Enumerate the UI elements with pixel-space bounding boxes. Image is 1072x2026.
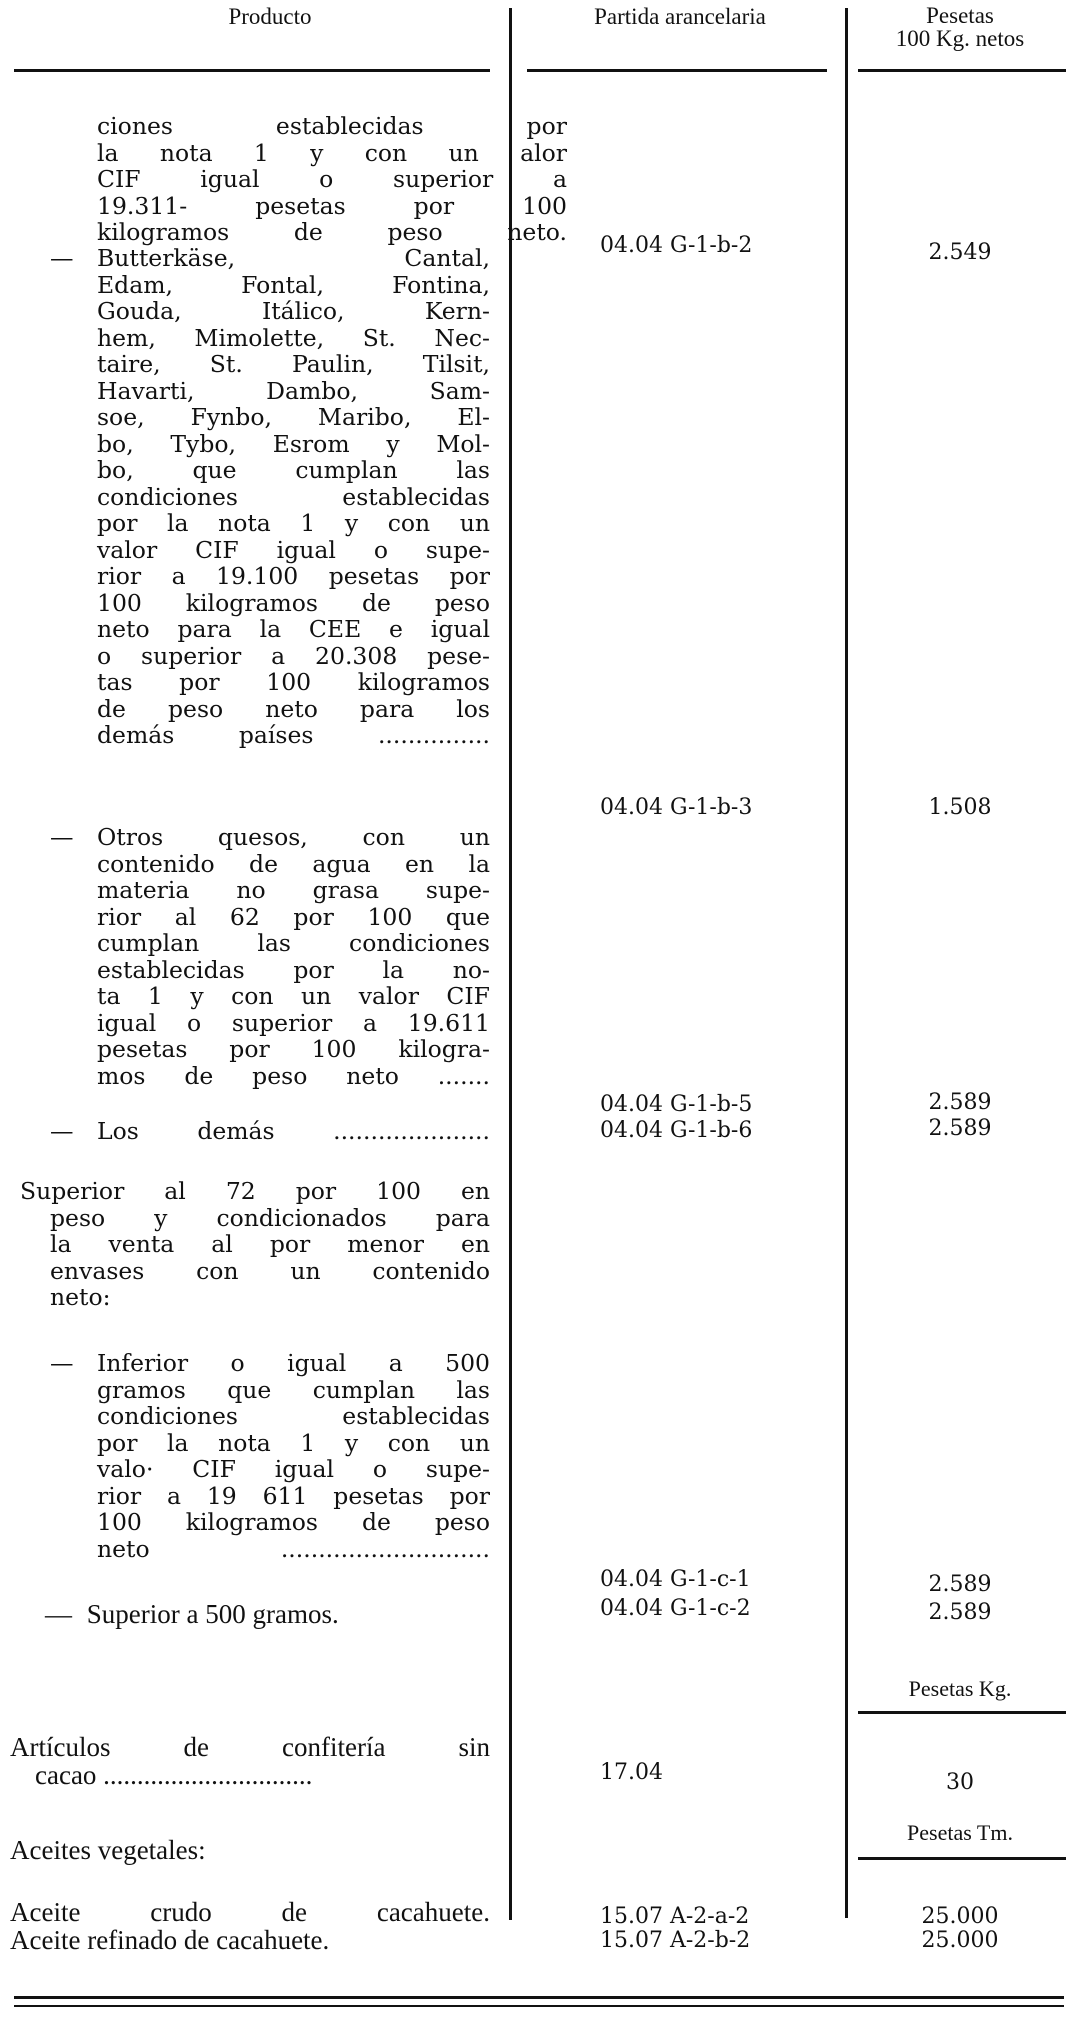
dash-bullet: — xyxy=(50,1349,74,1377)
product-item-los-demas: — Los demás ..................... xyxy=(50,1117,490,1145)
price-value: 2.589 xyxy=(928,1090,992,1115)
tariff-code: 04.04 G-1-b-2 xyxy=(600,233,753,258)
unit-label-pesetas-kg: Pesetas Kg. xyxy=(908,1676,1012,1701)
price-value: 2.589 xyxy=(928,1600,992,1625)
price-value: 30 xyxy=(946,1770,974,1795)
unit-label-pesetas-tm: Pesetas Tm. xyxy=(907,1820,1013,1845)
header-price-line2: 100 Kg. netos xyxy=(895,26,1025,51)
dash-bullet: — xyxy=(50,823,74,851)
price-value: 2.589 xyxy=(928,1572,992,1597)
tariff-code: 04.04 G-1-c-2 xyxy=(600,1596,751,1621)
tariff-code: 15.07 A-2-b-2 xyxy=(600,1928,751,1953)
product-text-continuation: ciones establecidas por la nota 1 y con un alor CIF igual o superior a 19.311- pesetas por 100 kilogramos de peso neto. xyxy=(97,112,567,246)
bottom-rule-1 xyxy=(14,1996,1064,1999)
product-item-confiteria: Artículos de confitería sin cacao ............................... xyxy=(10,1732,490,1789)
product-item-inferior-500: — Inferior o igual a 500 gramos que cumplan las condiciones establecidas por la nota 1 y con un valo· CIF igual o supe- rior a 19 611 pesetas por 100 kilogramos de peso neto ............................ xyxy=(50,1349,490,1563)
tariff-code: 04.04 G-1-b-3 xyxy=(600,795,753,820)
tariff-code: 17.04 xyxy=(600,1760,663,1785)
tariff-code: 04.04 G-1-c-1 xyxy=(600,1567,751,1592)
product-item-butterkase: — Butterkäse, Cantal, Edam, Fontal, Fontina, Gouda, Itálico, Kern- hem, Mimolette, St. Nec- taire, St. Paulin, Tilsit, Havarti, Dambo, Sam- soe, Fynbo, Maribo, El- bo, Tybo, Esrom y Mol- bo, que cumplan las condiciones establecidas por la nota 1 y con un valor CIF igual o supe- rior a 19.100 pesetas por 100 kilogramos de peso neto para la CEE e igual o superior a 20.308 pese- tas por 100 kilogramos de peso neto para los demás países ............... xyxy=(50,244,490,749)
price-value: 2.549 xyxy=(928,240,992,265)
bottom-rule-2 xyxy=(14,2005,1064,2007)
product-item-aceite-crudo: Aceite crudo de cacahuete. xyxy=(10,1897,490,1927)
tariff-code: 15.07 A-2-a-2 xyxy=(600,1904,750,1929)
column-divider-1 xyxy=(509,8,512,1920)
header-product: Producto xyxy=(228,4,312,29)
price-value: 25.000 xyxy=(921,1928,999,1953)
price-value: 2.589 xyxy=(928,1116,992,1141)
tariff-code: 04.04 G-1-b-5 xyxy=(600,1092,753,1117)
header-rule-price xyxy=(858,69,1066,72)
header-rule-product xyxy=(14,69,490,72)
dash-bullet: — xyxy=(50,244,74,272)
price-value: 1.508 xyxy=(928,795,992,820)
dash-bullet: — xyxy=(50,1117,74,1145)
column-divider-2 xyxy=(845,8,848,1918)
unit-rule-tm xyxy=(858,1857,1066,1860)
header-tariff: Partida arancelaria xyxy=(594,4,766,29)
price-value: 25.000 xyxy=(921,1904,999,1929)
product-item-aceite-refinado: Aceite refinado de cacahuete. xyxy=(10,1925,330,1955)
unit-rule-kg xyxy=(858,1711,1066,1714)
header-price xyxy=(855,4,1065,50)
header-rule-tariff xyxy=(527,69,827,72)
section-heading-aceites: Aceites vegetales: xyxy=(10,1835,206,1865)
product-item-otros-quesos: — Otros quesos, con un contenido de agua en la materia no grasa supe- rior al 62 por 100 que cumplan las condiciones establecidas por la no- ta 1 y con un valor CIF igual o superior a 19.611 pesetas por 100 kilogra- mos de peso neto ....... xyxy=(50,823,490,1090)
header-price-line1: Pesetas xyxy=(926,3,994,28)
group-heading-superior-72: Superior al 72 por 100 en peso y condicionados para la venta al por menor en envases con un contenido neto: xyxy=(20,1177,490,1311)
product-item-superior-500: — Superior a 500 gramos. xyxy=(20,1600,490,1628)
tariff-code: 04.04 G-1-b-6 xyxy=(600,1118,753,1143)
dash-bullet: — xyxy=(45,1599,72,1629)
